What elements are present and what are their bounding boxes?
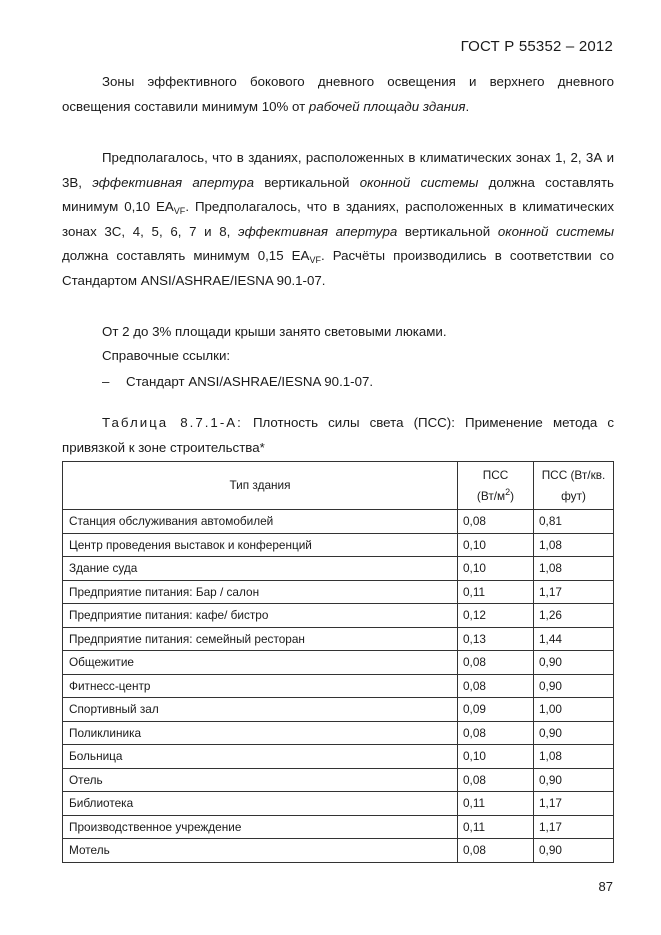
header-lpd-w-sup: 2	[505, 486, 511, 497]
table-row	[63, 674, 614, 698]
header-lpd-w-ft2	[534, 462, 614, 510]
cell-lpd-w-m2: 0,11	[458, 580, 534, 604]
table-row	[63, 510, 614, 534]
p2-i2: оконной системы	[359, 174, 479, 190]
p1-text: Зоны эффективного бокового дневного освещения и верхнего дневного освещения составили минимум 10% от	[62, 74, 614, 114]
cell-lpd-w-ft2: 1,44	[534, 627, 614, 651]
cell-lpd-w-m2: 0,09	[458, 698, 534, 722]
table-row	[63, 533, 614, 557]
table-header-row	[63, 462, 614, 510]
cell-lpd-w-m2: 0,11	[458, 792, 534, 816]
cell-lpd-w-m2: 0,10	[458, 745, 534, 769]
table-row	[63, 768, 614, 792]
lighting-power-density-table	[62, 461, 614, 863]
cell-lpd-w-ft2: 1,26	[534, 604, 614, 628]
cell-lpd-w-ft2: 1,08	[534, 533, 614, 557]
table-caption-text: Плотность силы света (ПСС): Применение метода с привязкой к зоне строительства*	[62, 415, 614, 455]
cell-lpd-w-m2: 0,12	[458, 604, 534, 628]
table-row	[63, 839, 614, 863]
reference-text: Стандарт ANSI/ASHRAE/IESNA 90.1-07.	[126, 374, 374, 389]
p2-t2: вертикальной	[253, 174, 360, 190]
cell-building-type: Общежитие	[63, 651, 458, 675]
cell-building-type: Отель	[63, 768, 458, 792]
p2-t3: должна составлять минимум 0,10 EA	[62, 174, 614, 214]
p2-t7: . Расчёты производились в соответствии со Стандартом ANSI/ASHRAE/IESNA 90.1-07.	[62, 248, 614, 288]
cell-building-type: Спортивный зал	[63, 698, 458, 722]
table-caption-label: Таблица 8.7.1-А:	[102, 415, 243, 430]
cell-lpd-w-m2: 0,13	[458, 627, 534, 651]
paragraph-daylight-zones	[62, 70, 614, 119]
table-row	[63, 557, 614, 581]
table-row	[63, 698, 614, 722]
cell-lpd-w-m2: 0,08	[458, 510, 534, 534]
cell-lpd-w-ft2: 0,90	[534, 651, 614, 675]
header-lpd-w-line2: (Вт/м	[476, 488, 506, 503]
header-lpd-ft-line2: фут)	[561, 488, 586, 503]
cell-lpd-w-m2: 0,08	[458, 651, 534, 675]
header-building-type: Тип здания	[63, 462, 458, 510]
cell-lpd-w-m2: 0,11	[458, 815, 534, 839]
cell-lpd-w-m2: 0,08	[458, 674, 534, 698]
cell-lpd-w-ft2: 0,90	[534, 839, 614, 863]
cell-building-type: Центр проведения выставок и конференций	[63, 533, 458, 557]
table-row	[63, 815, 614, 839]
cell-lpd-w-ft2: 1,17	[534, 580, 614, 604]
table-row	[63, 651, 614, 675]
cell-lpd-w-m2: 0,08	[458, 839, 534, 863]
table-row	[63, 604, 614, 628]
cell-lpd-w-ft2: 1,17	[534, 815, 614, 839]
cell-building-type: Станция обслуживания автомобилей	[63, 510, 458, 534]
cell-lpd-w-m2: 0,08	[458, 768, 534, 792]
table-row	[63, 721, 614, 745]
cell-lpd-w-m2: 0,08	[458, 721, 534, 745]
table-row	[63, 745, 614, 769]
paragraph-skylights: От 2 до 3% площади крыши занято световыми люками.	[102, 324, 447, 339]
p2-t6: должна составлять минимум 0,15 EA	[62, 248, 310, 263]
table-caption	[62, 411, 614, 460]
list-dash: –	[102, 374, 110, 389]
p2-sub2: VF	[309, 255, 321, 265]
p2-t1: Предполагалось, что в зданиях, расположенных в климатических зонах 1, 2, 3А и 3В,	[62, 150, 614, 190]
cell-lpd-w-ft2: 1,08	[534, 745, 614, 769]
p1-italic-term: рабочей площади здания	[308, 98, 466, 114]
page-number: 87	[598, 879, 613, 894]
paragraph-references-label: Справочные ссылки:	[102, 348, 231, 363]
p2-i1: эффективная апертура	[92, 174, 254, 190]
cell-lpd-w-ft2: 0,90	[534, 768, 614, 792]
p2-sub1: VF	[173, 206, 186, 216]
cell-building-type: Фитнесс-центр	[63, 674, 458, 698]
cell-building-type: Здание суда	[63, 557, 458, 581]
cell-building-type: Мотель	[63, 839, 458, 863]
header-lpd-w-line1: ПСС	[482, 467, 509, 482]
p2-i4: оконной системы	[497, 223, 614, 239]
header-lpd-w-end: )	[510, 488, 515, 503]
cell-lpd-w-ft2: 0,81	[534, 510, 614, 534]
cell-building-type: Предприятие питания: кафе/ бистро	[63, 604, 458, 628]
cell-lpd-w-m2: 0,10	[458, 533, 534, 557]
cell-lpd-w-ft2: 1,08	[534, 557, 614, 581]
cell-lpd-w-ft2: 0,90	[534, 721, 614, 745]
p2-t4: . Предполагалось, что в зданиях, расположенных в климатических зонах 3С, 4, 5, 6, 7 и 8,	[62, 199, 614, 239]
table-row	[63, 580, 614, 604]
cell-building-type: Предприятие питания: Бар / салон	[63, 580, 458, 604]
p1-end: .	[465, 98, 470, 114]
table-row	[63, 792, 614, 816]
p2-t5: вертикальной	[397, 223, 498, 239]
reference-list-item	[62, 370, 614, 395]
cell-lpd-w-ft2: 1,17	[534, 792, 614, 816]
standard-header: ГОСТ Р 55352 – 2012	[460, 38, 613, 55]
cell-building-type: Библиотека	[63, 792, 458, 816]
cell-lpd-w-m2: 0,10	[458, 557, 534, 581]
header-lpd-w-m2	[458, 462, 534, 510]
header-lpd-ft-line1: ПСС (Вт/кв.	[541, 467, 606, 482]
paragraph-window-aperture	[62, 146, 614, 293]
cell-lpd-w-ft2: 0,90	[534, 674, 614, 698]
table-row	[63, 627, 614, 651]
p2-i3: эффективная апертура	[238, 223, 398, 239]
cell-building-type: Больница	[63, 745, 458, 769]
cell-building-type: Производственное учреждение	[63, 815, 458, 839]
cell-building-type: Предприятие питания: семейный ресторан	[63, 627, 458, 651]
cell-lpd-w-ft2: 1,00	[534, 698, 614, 722]
cell-building-type: Поликлиника	[63, 721, 458, 745]
